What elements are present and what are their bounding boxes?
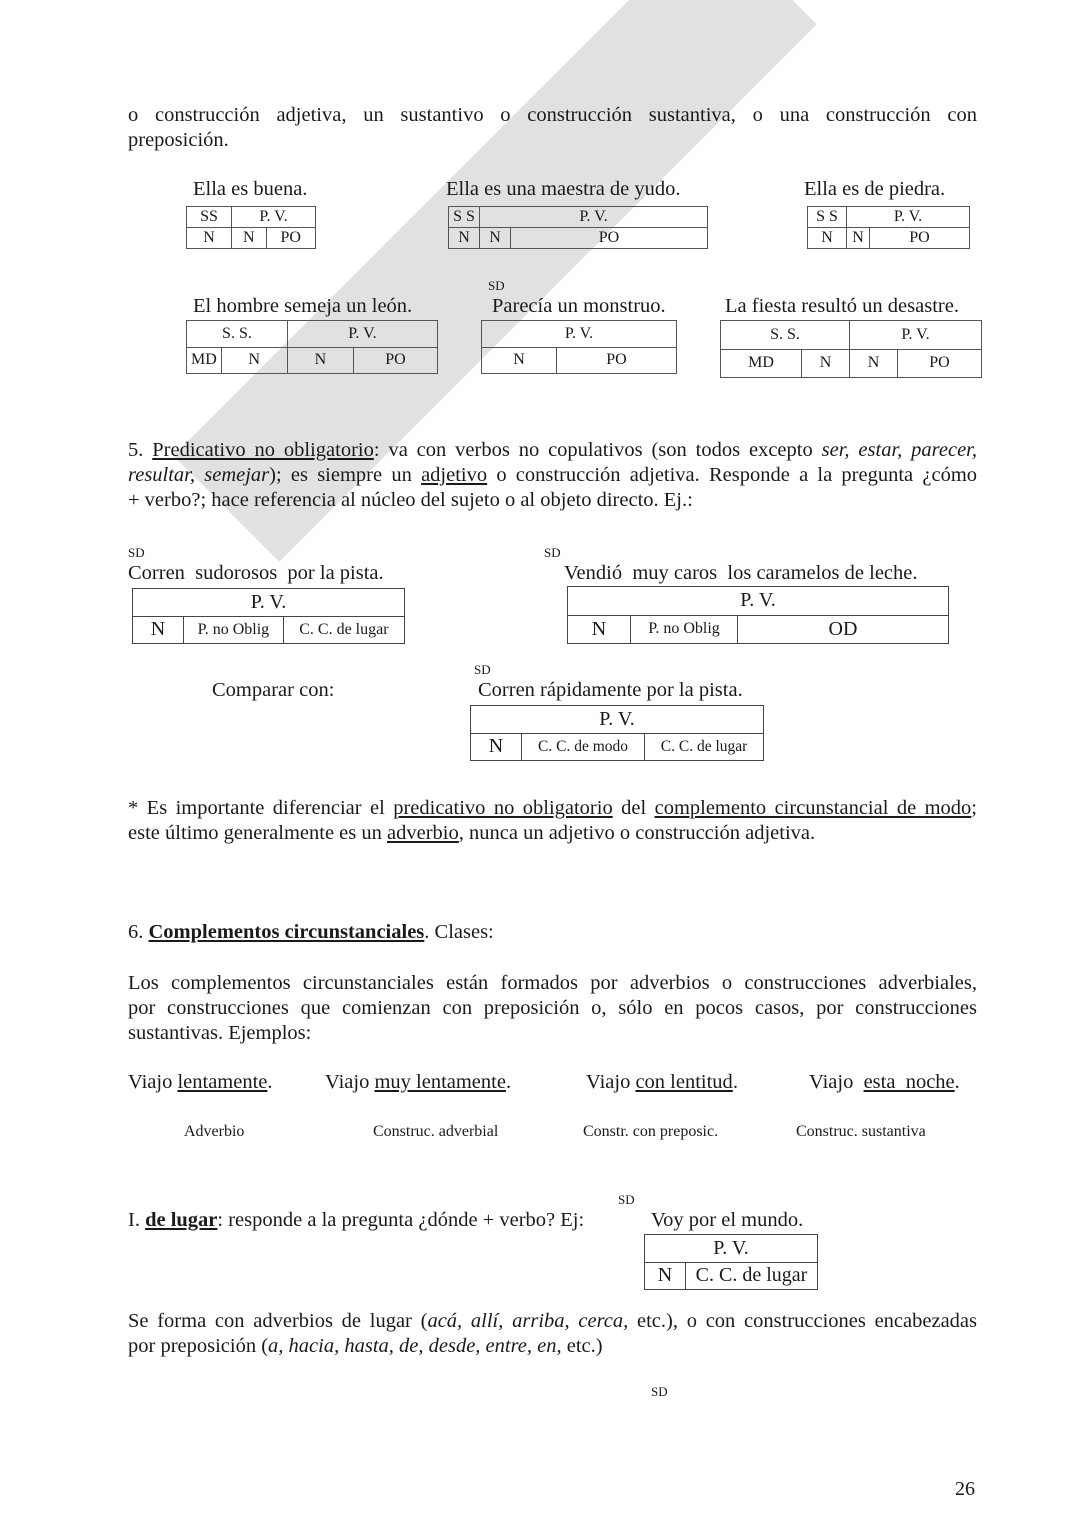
- cell: OD: [738, 615, 949, 644]
- section-title: Complementos circunstanciales: [148, 921, 425, 943]
- intro-line-2: preposición.: [128, 129, 229, 151]
- example-sentence: Corren sudorosos por la pista.: [128, 562, 384, 584]
- text: del: [612, 797, 655, 819]
- lugar-line-2: [128, 1334, 977, 1359]
- section-5-paragraph: [128, 438, 977, 513]
- text: : responde a la pregunta ¿dónde + verbo? Ej:: [217, 1209, 585, 1231]
- example-sentence: Corren rápidamente por la pista.: [478, 679, 743, 701]
- text: , nunca un adjetivo o construcción adjetiva.: [458, 822, 816, 844]
- numeral: I.: [128, 1209, 146, 1231]
- predicate-header: P. V.: [287, 321, 437, 348]
- analysis-table: [448, 206, 708, 249]
- underlined-term: con lentitud: [635, 1071, 733, 1093]
- note-paragraph: [128, 796, 977, 846]
- cell: P. no Oblig: [184, 616, 284, 644]
- note-line-2: [128, 821, 977, 846]
- italic-verbs: ser, estar, parecer,: [821, 439, 978, 461]
- predicate-header: P. V.: [133, 589, 405, 617]
- text: Viajo: [809, 1071, 864, 1093]
- page-number: 26: [955, 1478, 975, 1500]
- analysis-table: [470, 705, 764, 761]
- italic-verbs: resultar, semejar: [128, 464, 270, 486]
- cell: MD: [187, 347, 222, 374]
- example-sentence: Vendió muy caros los caramelos de leche.: [564, 562, 918, 584]
- underlined-term: lentamente: [177, 1071, 268, 1093]
- text: ;: [971, 797, 977, 819]
- section-5-line-3: + verbo?; hace referencia al núcleo del sujeto o al objeto directo. Ej.:: [128, 489, 693, 511]
- section-6-line-3: sustantivas. Ejemplos:: [128, 1022, 312, 1044]
- analysis-table: [720, 320, 982, 378]
- subject-header: S S: [808, 207, 847, 228]
- section-6-line-2: por construcciones que comienzan con preposición o, sólo en pocos casos, por construcciones: [128, 997, 977, 1019]
- text: por preposición (: [128, 1335, 269, 1357]
- section-6-heading: [128, 921, 494, 944]
- cell: N: [808, 228, 847, 249]
- example-sentence: Voy por el mundo.: [651, 1209, 804, 1231]
- compare-label: Comparar con:: [212, 679, 335, 701]
- section-number: 6.: [128, 921, 149, 943]
- cell: N: [568, 615, 631, 644]
- text: Viajo: [325, 1071, 375, 1093]
- cell: PO: [266, 228, 315, 249]
- cc-type-label: Constr. con preposic.: [583, 1123, 719, 1140]
- cell: N: [133, 616, 184, 644]
- subsection-title: de lugar: [145, 1209, 218, 1231]
- text: .: [505, 1071, 512, 1093]
- cell: P. no Oblig: [631, 615, 738, 644]
- analysis-table: [186, 206, 316, 249]
- lugar-paragraph: [128, 1309, 977, 1359]
- predicate-header: P. V.: [847, 207, 970, 228]
- analysis-table: [807, 206, 970, 249]
- text: etc.), o con construcciones encabezadas: [628, 1310, 977, 1332]
- subject-header: S. S.: [721, 321, 850, 350]
- subject-header: S. S.: [187, 321, 288, 348]
- cell: N: [802, 349, 850, 378]
- cc-type-label: Adverbio: [184, 1123, 245, 1140]
- cell: N: [187, 228, 232, 249]
- cell: N: [449, 228, 480, 249]
- text: .: [954, 1071, 960, 1093]
- cell: C. C. de lugar: [686, 1262, 818, 1290]
- analysis-table: [186, 320, 438, 374]
- analysis-table: [567, 586, 949, 644]
- cell: N: [232, 228, 267, 249]
- sd-label: SD: [544, 545, 561, 560]
- section-title: Predicativo no obligatorio: [152, 439, 374, 461]
- intro-line-1: o construcción adjetiva, un sustantivo o construcción sustantiva, o una construcción con: [128, 104, 977, 126]
- section-6-line-1: Los complementos circunstanciales están formados por adverbios o construcciones adverbiales,: [128, 972, 977, 994]
- text: este último generalmente es un: [128, 822, 388, 844]
- lugar-line-1: [128, 1309, 977, 1334]
- underlined-term: complemento circunstancial de modo: [654, 797, 972, 819]
- lugar-heading: [128, 1209, 584, 1232]
- predicate-header: P. V.: [471, 706, 764, 734]
- sd-label: SD: [618, 1192, 635, 1207]
- text: o construcción adjetiva. Responde a la pregunta ¿cómo: [487, 464, 978, 486]
- analysis-table: [481, 320, 677, 374]
- cell: C. C. de lugar: [645, 733, 764, 761]
- note-line-1: [128, 796, 977, 821]
- sd-label: SD: [651, 1384, 668, 1399]
- example-sentence: La fiesta resultó un desastre.: [725, 295, 959, 317]
- predicate-header: P. V.: [645, 1235, 818, 1263]
- sd-label: SD: [128, 545, 145, 560]
- example-sentence: Ella es una maestra de yudo.: [446, 178, 681, 200]
- italic-examples: a, hacia, hasta, de, desde, entre, en: [268, 1335, 557, 1357]
- text: .: [267, 1071, 273, 1093]
- text: Viajo: [128, 1071, 178, 1093]
- cell: N: [847, 228, 870, 249]
- intro-paragraph: [128, 103, 977, 153]
- cell: C. C. de lugar: [283, 616, 404, 644]
- text: Viajo: [586, 1071, 636, 1093]
- predicate-header: P. V.: [482, 321, 677, 348]
- cell: N: [221, 347, 287, 374]
- predicate-header: P. V.: [850, 321, 982, 350]
- text: . Clases:: [424, 921, 494, 943]
- cell: PO: [511, 228, 708, 249]
- cell: C. C. de modo: [522, 733, 645, 761]
- cc-example: [128, 1071, 273, 1094]
- text: * Es importante diferenciar el: [128, 797, 394, 819]
- sd-label: SD: [474, 662, 491, 677]
- cell: MD: [721, 349, 802, 378]
- subject-header: S S: [449, 207, 480, 228]
- predicate-header: P. V.: [232, 207, 316, 228]
- cell: PO: [870, 228, 970, 249]
- example-sentence: El hombre semeja un león.: [193, 295, 413, 317]
- cell: N: [645, 1262, 686, 1290]
- text: : va con verbos no copulativos (son todos excepto: [373, 439, 822, 461]
- text: ); es siempre un: [269, 464, 422, 486]
- cc-type-label: Construc. adverbial: [373, 1123, 499, 1140]
- text: Se forma con adverbios de lugar (: [128, 1310, 428, 1332]
- cc-example: [586, 1071, 738, 1094]
- cell: N: [482, 347, 557, 374]
- underlined-term: adverbio: [387, 822, 459, 844]
- cc-example: [325, 1071, 511, 1094]
- underlined-term: esta noche: [863, 1071, 955, 1093]
- cell: PO: [557, 347, 677, 374]
- cc-type-label: Construc. sustantiva: [796, 1123, 926, 1140]
- sd-label: SD: [488, 278, 505, 293]
- predicate-header: P. V.: [480, 207, 708, 228]
- cell: PO: [354, 347, 438, 374]
- text: , etc.): [556, 1335, 603, 1357]
- section-6-paragraph: [128, 971, 977, 1046]
- analysis-table: [132, 588, 405, 644]
- cell: N: [480, 228, 511, 249]
- subject-header: SS: [187, 207, 232, 228]
- predicate-header: P. V.: [568, 587, 949, 616]
- example-sentence: Ella es buena.: [193, 178, 308, 200]
- text: .: [732, 1071, 738, 1093]
- example-sentence: Parecía un monstruo.: [492, 295, 666, 317]
- underlined-term: adjetivo: [421, 464, 488, 486]
- analysis-table: [644, 1234, 818, 1290]
- section-number: 5.: [128, 439, 144, 461]
- cell: N: [287, 347, 353, 374]
- italic-examples: acá, allí, arriba, cerca,: [427, 1310, 629, 1332]
- cell: N: [471, 733, 522, 761]
- example-sentence: Ella es de piedra.: [804, 178, 946, 200]
- cell: PO: [898, 349, 982, 378]
- underlined-term: predicativo no obligatorio: [393, 797, 613, 819]
- section-5-line-1: [128, 438, 977, 463]
- cc-example: [809, 1071, 960, 1094]
- section-5-line-2: [128, 463, 977, 488]
- cell: N: [850, 349, 898, 378]
- underlined-term: muy lentamente: [374, 1071, 506, 1093]
